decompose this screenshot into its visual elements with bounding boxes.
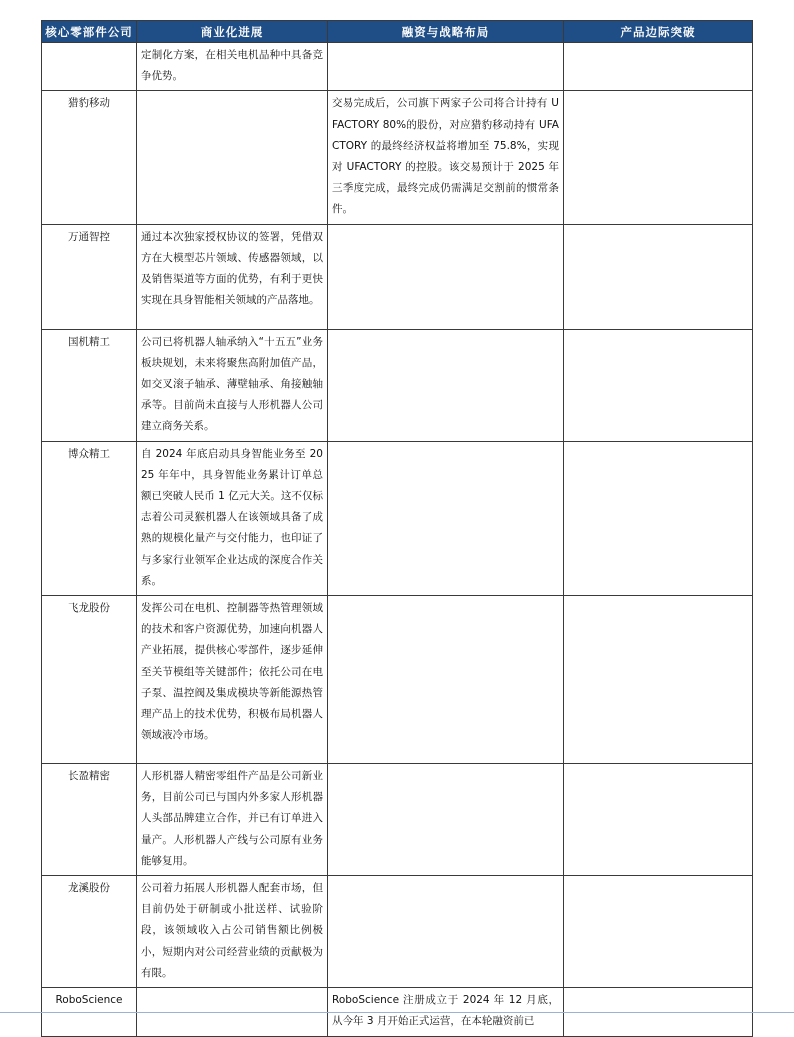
financing-cell (328, 224, 564, 329)
table-row (42, 43, 753, 91)
commercial-cell (137, 91, 328, 224)
commercial-cell: 发挥公司在电机、控制器等热管理领域的技术和客户资源优势，加速向机器人产业拓展，提供核心零部件，逐步延伸至关节模组等关键部件；依托公司在电子泵、温控阀及集成模块等新能源热管理产品上的技术优势，积极布局机器人领域液冷市场。 (137, 596, 328, 764)
company-cell: 长盈精密 (42, 764, 137, 876)
commercial-cell: 自 2024 年底启动具身智能业务至 2025 年年中，具身智能业务累计订单总额已突破人民币 1 亿元大关。这不仅标志着公司灵猴机器人在该领域具备了成熟的规模化量产与交付能力，也印证了与多家行业领军企业达成的深度合作关系。 (137, 441, 328, 595)
table-row (42, 329, 753, 441)
table-row (42, 91, 753, 224)
financing-cell (328, 441, 564, 595)
financing-cell (328, 596, 564, 764)
table-row (42, 876, 753, 988)
commercial-cell: 通过本次独家授权协议的签署，凭借双方在大模型芯片领域、传感器领域，以及销售渠道等方面的优势，有利于更快实现在具身智能相关领域的产品落地。 (137, 224, 328, 329)
table-row (42, 441, 753, 595)
breakthrough-cell (564, 764, 753, 876)
breakthrough-cell (564, 596, 753, 764)
commercial-cell: 人形机器人精密零组件产品是公司新业务，目前公司已与国内外多家人形机器人头部品牌建立合作，并已有订单进入量产。人形机器人产线与公司原有业务能够复用。 (137, 764, 328, 876)
breakthrough-cell (564, 91, 753, 224)
financing-cell (328, 43, 564, 91)
company-cell: 博众精工 (42, 441, 137, 595)
company-progress-table (41, 20, 753, 1037)
company-cell: 万通智控 (42, 224, 137, 329)
breakthrough-cell (564, 441, 753, 595)
header-financing-strategy: 融资与战略布局 (328, 21, 564, 43)
company-cell (42, 43, 137, 91)
header-product-breakthrough: 产品边际突破 (564, 21, 753, 43)
table-row (42, 224, 753, 329)
commercial-cell: 公司着力拓展人形机器人配套市场，但目前仍处于研制或小批送样、试验阶段，该领域收入占公司销售额比例极小，短期内对公司经营业绩的贡献极为有限。 (137, 876, 328, 988)
page-bottom-rule (0, 1012, 794, 1013)
company-cell: 猎豹移动 (42, 91, 137, 224)
financing-cell: RoboScience 注册成立于 2024 年 12 月底，从今年 3 月开始正式运营，在本轮融资前已 (328, 988, 564, 1036)
company-cell: 飞龙股份 (42, 596, 137, 764)
table-row (42, 596, 753, 764)
table-header-row (42, 21, 753, 43)
company-cell: RoboScience (42, 988, 137, 1036)
financing-cell (328, 764, 564, 876)
commercial-cell: 定制化方案，在相关电机品种中具备竞争优势。 (137, 43, 328, 91)
breakthrough-cell (564, 224, 753, 329)
financing-cell: 交易完成后，公司旗下两家子公司将合计持有 UFACTORY 80%的股份，对应猎豹移动持有 UFACTORY 的最终经济权益将增加至 75.8%，实现对 UFACTORY 的控股。该交易预计于 2025 年三季度完成，最终完成仍需满足交割前的惯常条件。 (328, 91, 564, 224)
commercial-cell: 公司已将机器人轴承纳入“十五五”业务板块规划，未来将聚焦高附加值产品，如交叉滚子轴承、薄壁轴承、角接触轴承等。目前尚未直接与人形机器人公司建立商务关系。 (137, 329, 328, 441)
breakthrough-cell (564, 43, 753, 91)
table-row (42, 764, 753, 876)
company-cell: 国机精工 (42, 329, 137, 441)
breakthrough-cell (564, 876, 753, 988)
header-commercial-progress: 商业化进展 (137, 21, 328, 43)
financing-cell (328, 876, 564, 988)
financing-cell (328, 329, 564, 441)
company-cell: 龙溪股份 (42, 876, 137, 988)
breakthrough-cell (564, 329, 753, 441)
header-company: 核心零部件公司 (42, 21, 137, 43)
